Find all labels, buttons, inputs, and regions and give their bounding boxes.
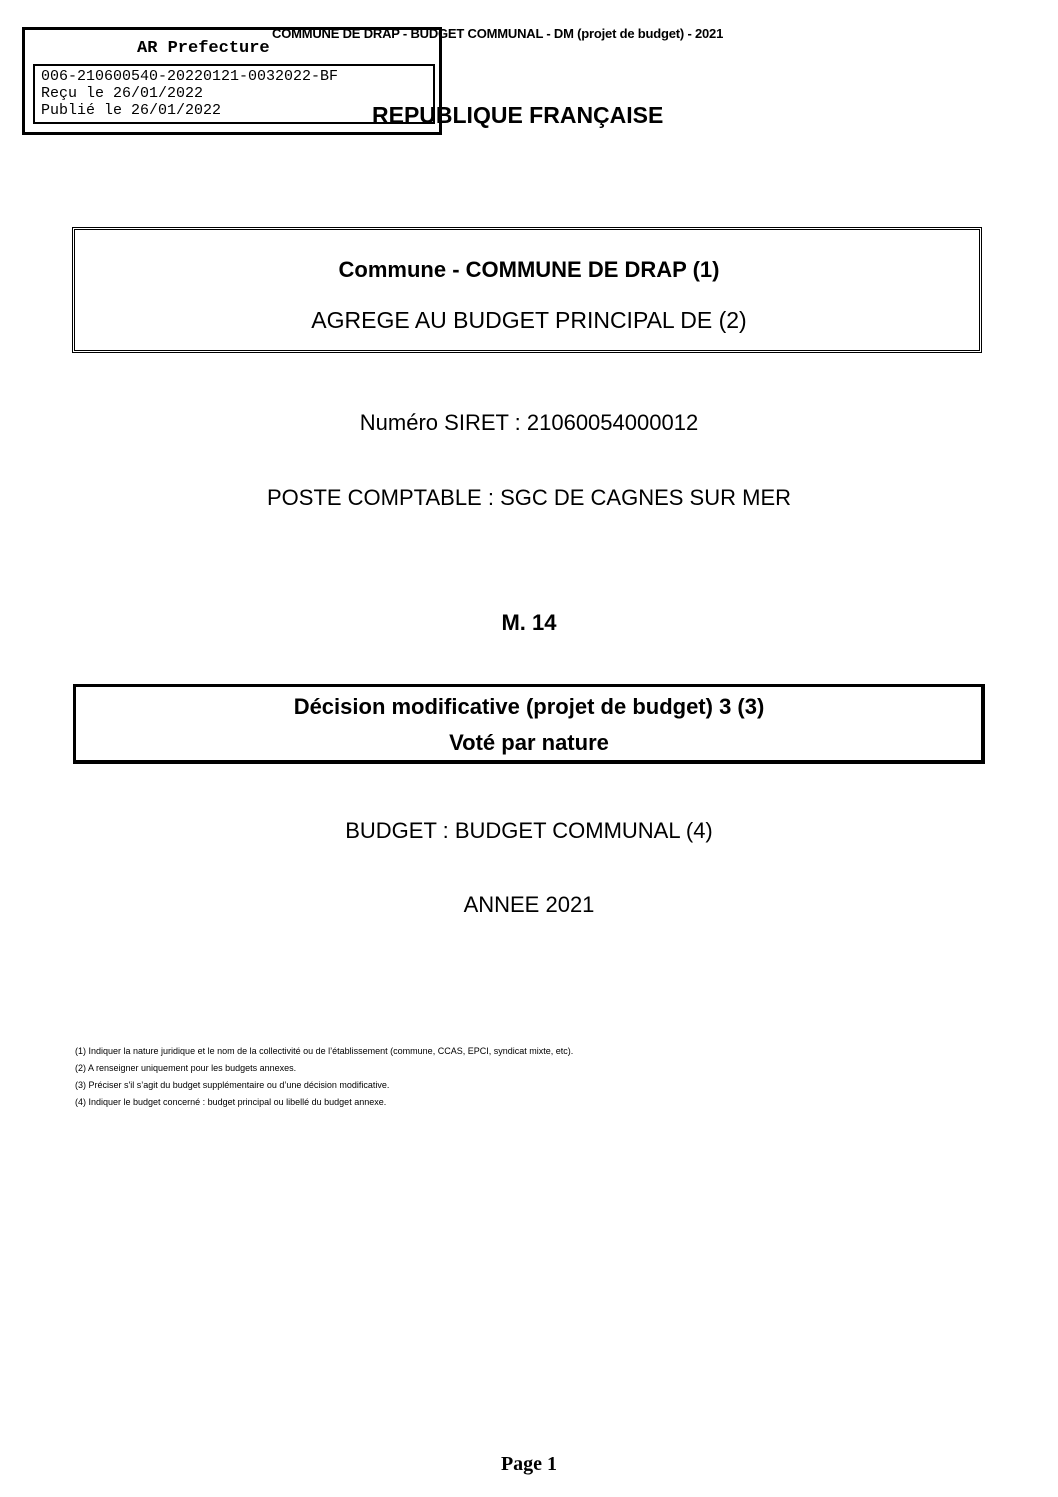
stamp-received-date: Reçu le 26/01/2022: [41, 85, 204, 102]
stamp-reference: 006-210600540-20220121-0032022-BF: [41, 68, 339, 85]
page-number: Page 1: [500, 1453, 558, 1475]
stamp-title: AR Prefecture: [137, 39, 270, 58]
decision-title: Décision modificative (projet de budget) 3 (3): [293, 694, 765, 719]
footnotes: [75, 1043, 573, 1111]
budget-year: ANNEE 2021: [463, 892, 595, 917]
stamp-published-date: Publié le 26/01/2022: [41, 102, 222, 119]
footnote: (2) A renseigner uniquement pour les budgets annexes.: [75, 1063, 297, 1073]
republique-heading: REPUBLIQUE FRANÇAISE: [372, 102, 664, 128]
footnote: (4) Indiquer le budget concerné : budget principal ou libellé du budget annexe.: [75, 1097, 387, 1107]
poste-comptable: POSTE COMPTABLE : SGC DE CAGNES SUR MER: [266, 485, 791, 510]
vote-mode: Voté par nature: [449, 730, 609, 755]
siret-number: Numéro SIRET : 21060054000012: [359, 410, 699, 435]
budget-name: BUDGET : BUDGET COMMUNAL (4): [345, 818, 713, 843]
document-header-title: COMMUNE DE DRAP - BUDGET COMMUNAL - DM (projet de budget) - 2021: [272, 26, 724, 41]
commune-name: Commune - COMMUNE DE DRAP (1): [338, 257, 720, 282]
nomenclature: M. 14: [501, 610, 557, 635]
budget-aggregation: AGREGE AU BUDGET PRINCIPAL DE (2): [311, 307, 747, 333]
footnote: (1) Indiquer la nature juridique et le nom de la collectivité ou de l’établissement (commune, CCAS, EPCI, syndicat mixte, etc).: [75, 1046, 574, 1056]
footnote: (3) Préciser s'il s’agit du budget supplémentaire ou d’une décision modificative.: [75, 1080, 390, 1090]
commune-box: [72, 227, 982, 353]
